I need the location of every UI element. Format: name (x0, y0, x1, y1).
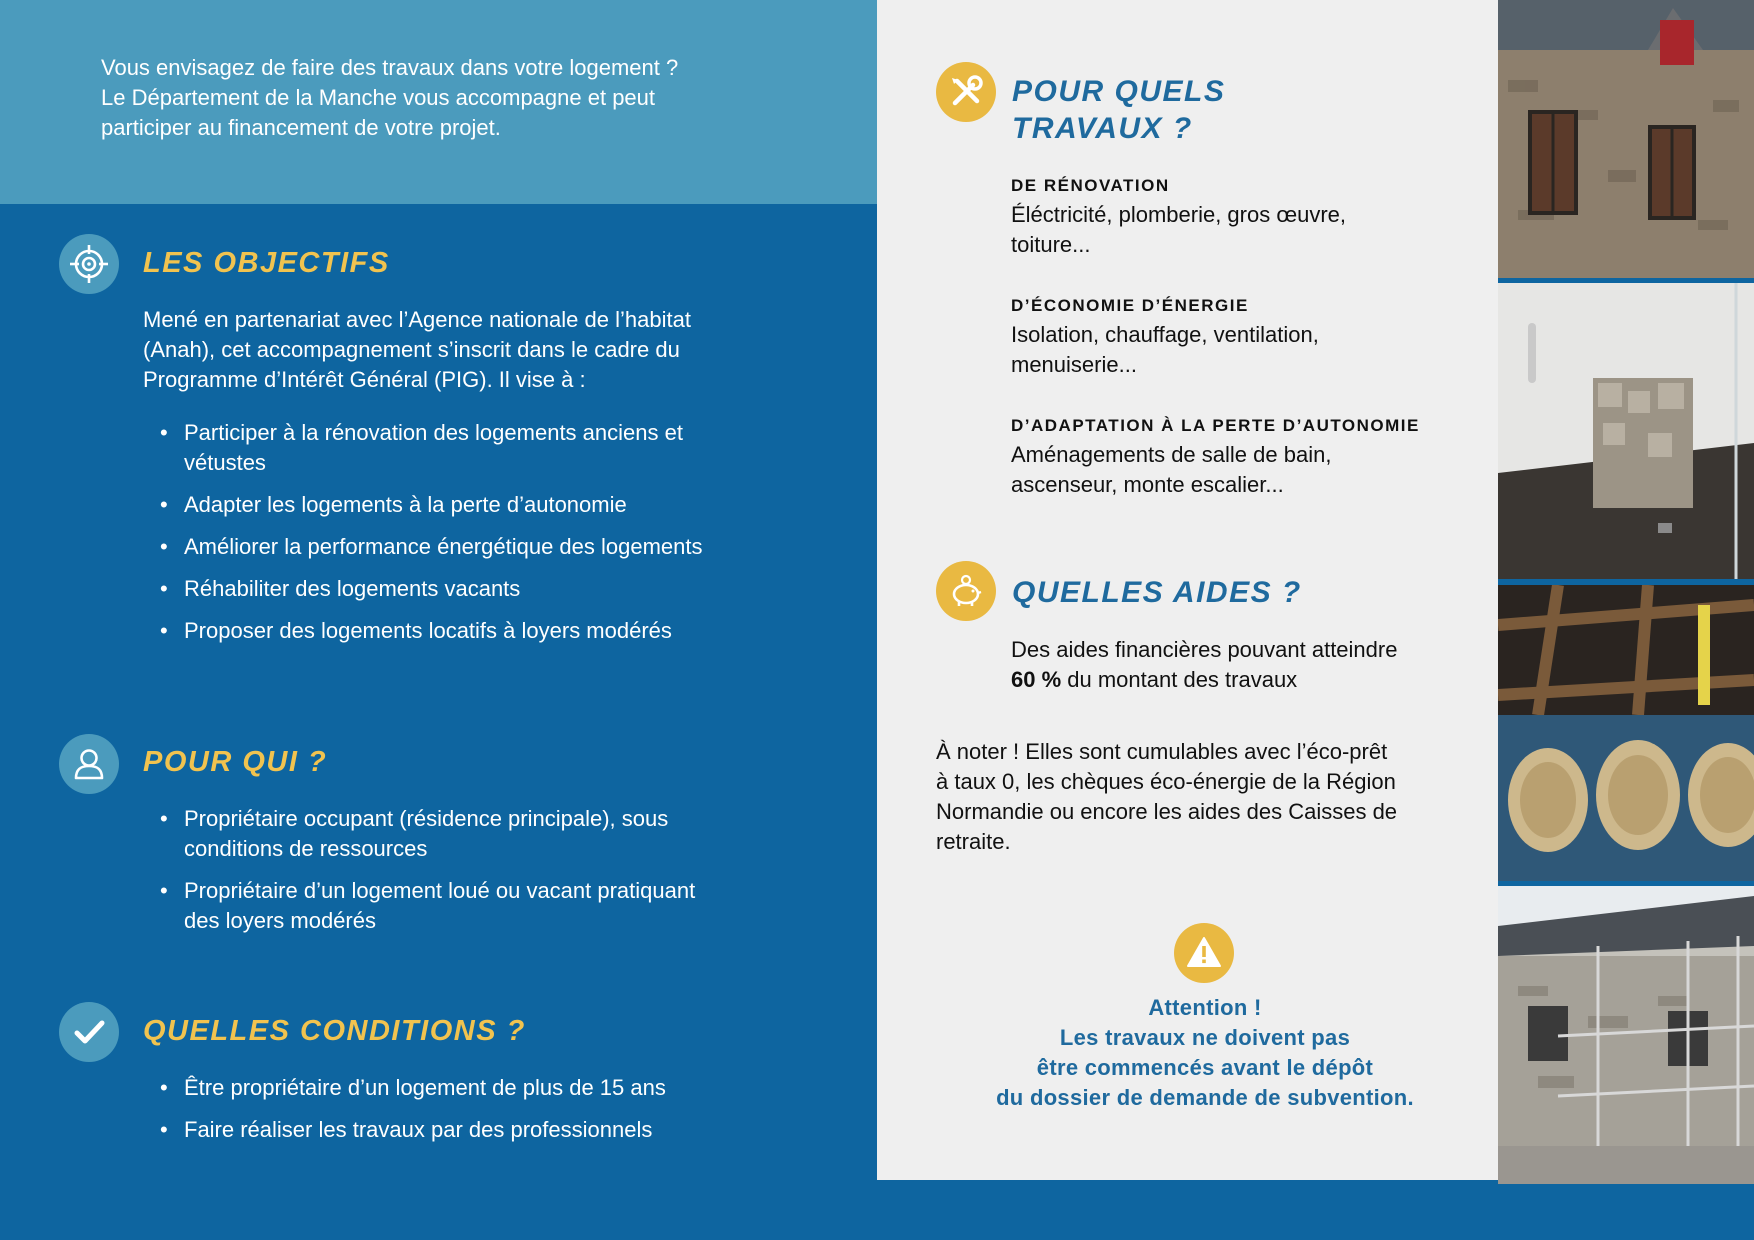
category-heading: D’ÉCONOMIE D’ÉNERGIE (1011, 296, 1249, 315)
scaffolding-house-photo (1498, 886, 1754, 1184)
paragraph-line: (Anah), cet accompagnement s’inscrit dans le cadre du (143, 337, 680, 362)
intro-line: Le Département de la Manche vous accompagne et peut (101, 85, 656, 110)
list-item: • Proposer des logements locatifs à loyers modérés (143, 616, 863, 646)
category-text: Aménagements de salle de bain, ascenseur, monte escalier... (1011, 442, 1332, 497)
insulation-photo (1498, 585, 1754, 881)
category-text: Éléctricité, plomberie, gros œuvre, toiture... (1011, 202, 1346, 257)
section-title-aides: QUELLES AIDES ? (1012, 576, 1302, 609)
paragraph-line: Programme d’Intérêt Général (PIG). Il vise à : (143, 367, 586, 392)
list-item: • Être propriétaire d’un logement de plus de 15 ans (143, 1073, 863, 1103)
attention-note: Attention ! Les travaux ne doivent pas être commencés avant le dépôt du dossier de demande de subvention. (996, 995, 1414, 1110)
intro-line: Vous envisagez de faire des travaux dans votre logement ? (101, 55, 679, 80)
section-title-objectifs: LES OBJECTIFS (143, 247, 390, 279)
intro-line: participer au financement de votre projet. (101, 115, 501, 140)
category-heading: D’ADAPTATION À LA PERTE D’AUTONOMIE (1011, 416, 1420, 435)
list-item: • Participer à la rénovation des logements anciens et vétustes (143, 418, 863, 478)
warning-icon (1174, 923, 1234, 983)
user-icon (59, 734, 119, 794)
list-item: • Réhabiliter des logements vacants (143, 574, 863, 604)
aides-text: Des aides financières pouvant atteindre 60 % du montant des travaux (1011, 637, 1398, 692)
piggy-bank-icon (936, 561, 996, 621)
objectifs-paragraph (143, 305, 843, 395)
paragraph-line: Mené en partenariat avec l’Agence nationale de l’habitat (143, 307, 691, 332)
section-title-conditions: QUELLES CONDITIONS ? (143, 1015, 526, 1047)
list-item: • Améliorer la performance énergétique des logements (143, 532, 863, 562)
intro-text (101, 53, 801, 143)
section-title-travaux: POUR QUELS TRAVAUX ? (1012, 75, 1226, 145)
target-icon (59, 234, 119, 294)
checkmark-icon (59, 1002, 119, 1062)
bathroom-photo (1498, 283, 1754, 579)
category-heading: DE RÉNOVATION (1011, 176, 1170, 195)
list-item: • Faire réaliser les travaux par des professionnels (143, 1115, 863, 1145)
tools-icon (936, 62, 996, 122)
list-item: • Adapter les logements à la perte d’autonomie (143, 490, 863, 520)
pour-qui-list (143, 804, 863, 948)
aides-note: À noter ! Elles sont cumulables avec l’éco-prêt à taux 0, les chèques éco-énergie de la Région Normandie ou encore les aides des Caisses de retraite. (936, 739, 1398, 854)
percent-value: 60 % (1011, 667, 1062, 692)
objectifs-list (143, 418, 863, 658)
stone-house-photo (1498, 0, 1754, 278)
category-text: Isolation, chauffage, ventilation, menuiserie... (1011, 322, 1319, 377)
list-item: • Propriétaire occupant (résidence principale), sous conditions de ressources (143, 804, 863, 864)
conditions-list (143, 1073, 863, 1157)
section-title-pour-qui: POUR QUI ? (143, 746, 328, 778)
list-item: • Propriétaire d’un logement loué ou vacant pratiquant des loyers modérés (143, 876, 863, 936)
